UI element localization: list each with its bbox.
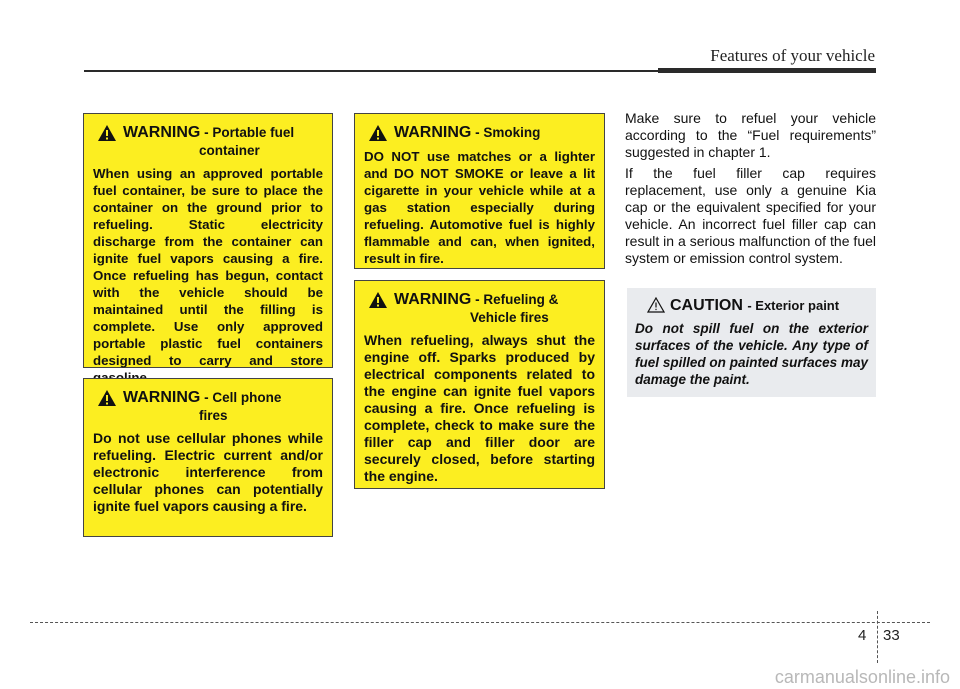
- page-number: 33: [883, 627, 900, 644]
- caution-body: Do not spill fuel on the exterior surfaces of the vehicle. Any type of fuel spilled on painted surfaces may damage the paint.: [635, 321, 868, 387]
- warning-header: [93, 389, 323, 424]
- warning-triangle-icon: [368, 124, 388, 142]
- footer-rule: [30, 622, 930, 623]
- warning-box-cell-phone: [83, 378, 333, 537]
- paragraph-filler-cap: If the fuel filler cap requires replacement, use only a genuine Kia cap or the equivalent specified for your vehicle. An incorrect fuel filler cap can result in a serious malfunction of the fuel system or emission control system.: [625, 165, 876, 266]
- warning-title: WARNING: [394, 291, 472, 308]
- warning-body: When using an approved portable fuel container, be sure to place the container on the ground prior to refueling. Static electricity discharge from the container can ignite fuel vapors causing a fire. Once refueling has begun, contact with the vehicle should be maintained until the filling is complete. Use only approved portable plastic fuel containers designed to carry and store: [93, 166, 323, 368]
- caution-header: [635, 297, 868, 315]
- warning-subtitle-continued: container: [199, 143, 260, 158]
- header-rule-accent: [658, 68, 876, 73]
- chapter-number: 4: [858, 627, 867, 644]
- warning-body: When refueling, always shut the engine off. Sparks produced by electrical components related to the engine can ignite fuel vapors causing a fire. Once refueling is complete, check to make sure the filler cap and filler door are securely closed, before starting the engine.: [364, 332, 595, 484]
- warning-box-smoking: [354, 113, 605, 269]
- warning-subtitle: - Portable fuel: [204, 125, 295, 140]
- warning-triangle-icon: [368, 291, 388, 309]
- page-header-title: Features of your vehicle: [710, 46, 875, 65]
- caution-subtitle: - Exterior paint: [747, 298, 840, 313]
- warning-box-refueling: [354, 280, 605, 489]
- paragraph-fuel-requirements: Make sure to refuel your vehicle according to the “Fuel requirements” suggested in chapter 1.: [625, 110, 876, 160]
- caution-title: CAUTION: [670, 297, 743, 314]
- caution-box-exterior-paint: [627, 288, 876, 397]
- warning-box-portable-fuel: [83, 113, 333, 368]
- warning-header: [93, 124, 323, 159]
- caution-triangle-icon: [647, 297, 665, 313]
- warning-subtitle-continued: fires: [199, 408, 228, 423]
- warning-body: DO NOT use matches or a lighter and DO NOT SMOKE or leave a lit cigarette in your vehicle while at a gas station especially during refueling. Automotive fuel is highly flammable and can, when ignited, result in fire.: [364, 149, 595, 266]
- warning-triangle-icon: [97, 124, 117, 142]
- warning-title: WARNING: [123, 389, 201, 406]
- warning-subtitle: - Refueling &: [475, 292, 559, 307]
- warning-subtitle: - Smoking: [475, 125, 541, 140]
- warning-body: Do not use cellular phones while refueling. Electric current and/or electronic interference from cellular phones can potentially ignite fuel vapors causing a fire.: [93, 430, 323, 514]
- warning-header: [364, 124, 595, 142]
- warning-title: WARNING: [394, 124, 472, 141]
- warning-header: [364, 291, 595, 326]
- warning-subtitle: - Cell phone: [204, 390, 282, 405]
- watermark: carmanualsonline.info: [774, 667, 950, 687]
- footer-divider: [877, 611, 878, 663]
- warning-title: WARNING: [123, 124, 201, 141]
- warning-subtitle-continued: Vehicle fires: [470, 310, 549, 325]
- warning-triangle-icon: [97, 389, 117, 407]
